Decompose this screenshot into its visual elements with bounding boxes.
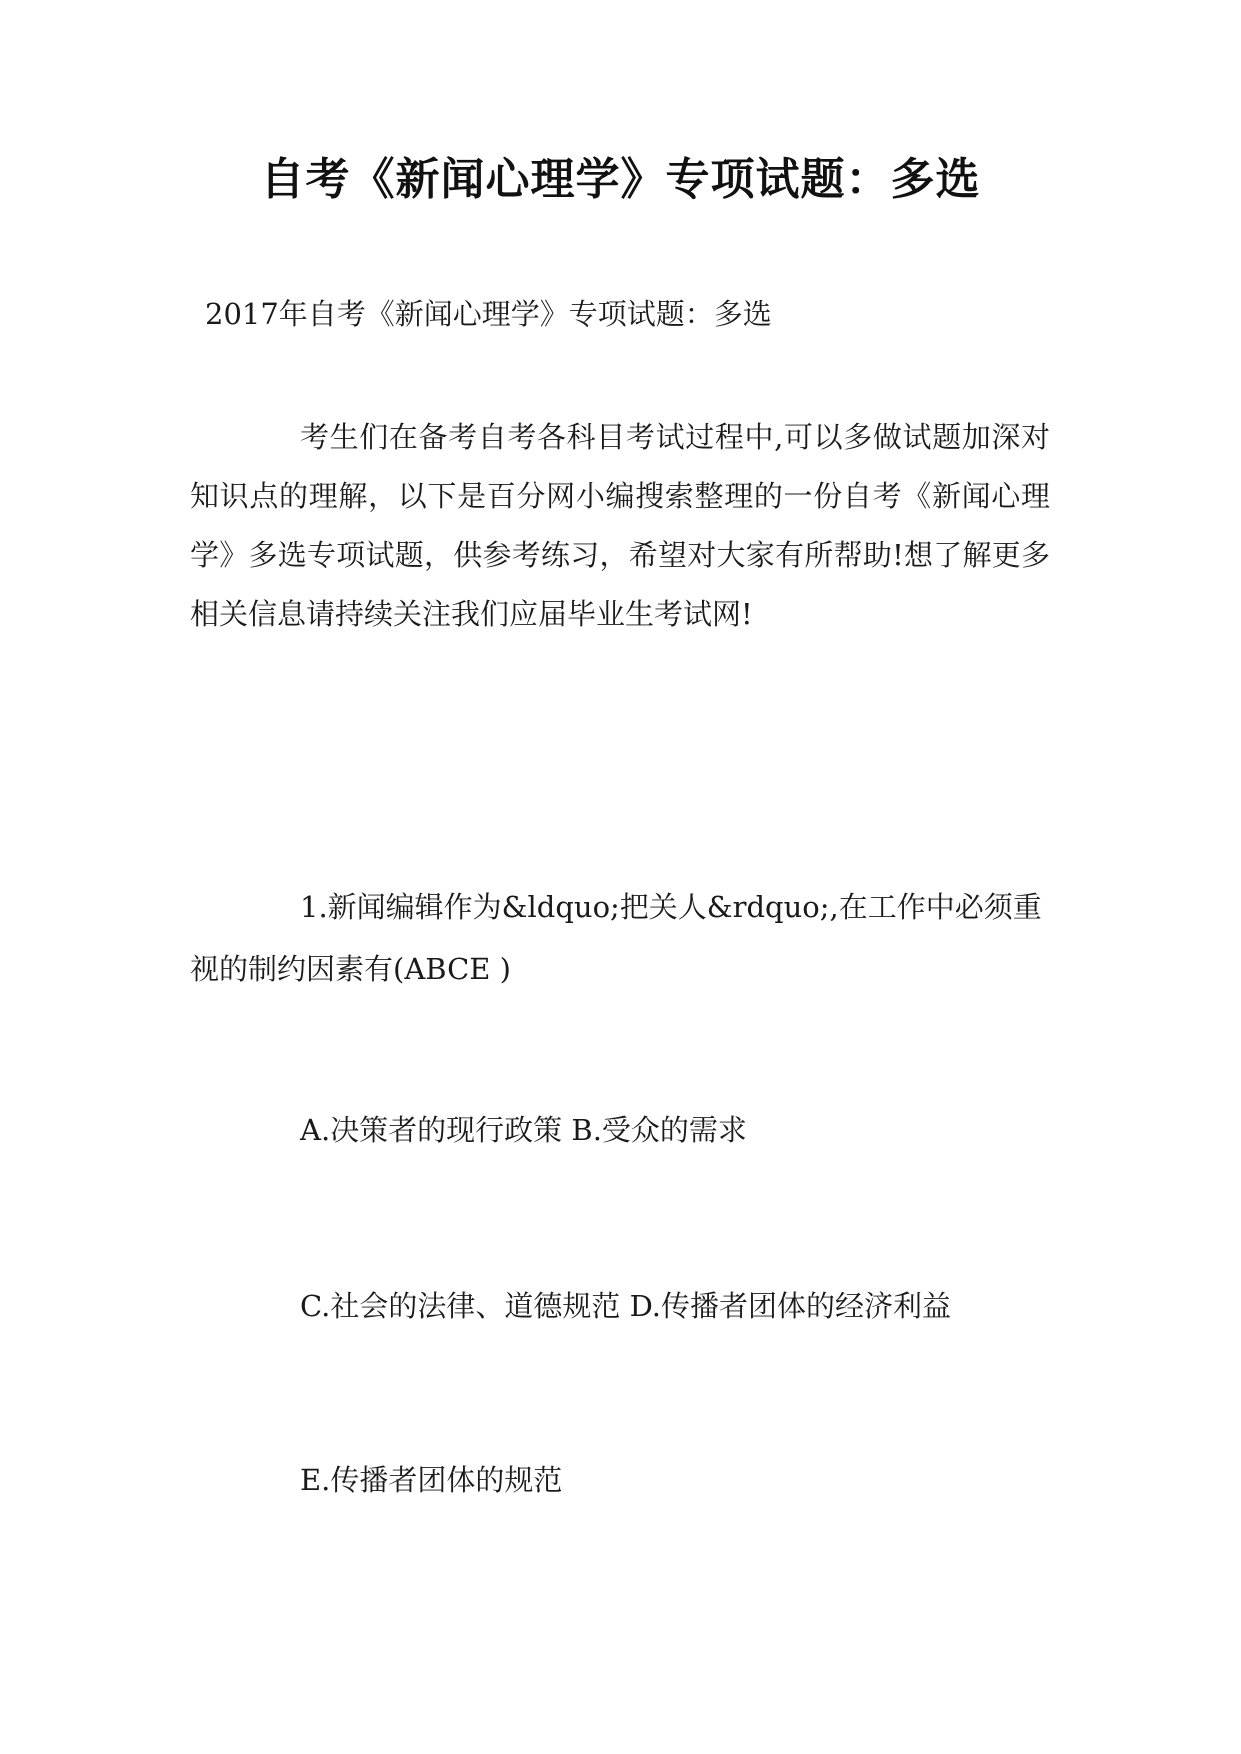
- question-1-text: 1.新闻编辑作为&ldquo;把关人&rdquo;,在工作中必须重视的制约因素有(ABCE ): [190, 890, 1042, 986]
- question-1-options-e: E.传播者团体的规范: [300, 1463, 563, 1497]
- document-title: 自考《新闻心理学》专项试题：多选: [260, 154, 981, 205]
- question-1-options-cd: C.社会的法律、道德规范 D.传播者团体的经济利益: [300, 1289, 952, 1323]
- document-subtitle: 2017年自考《新闻心理学》专项试题：多选: [205, 297, 772, 331]
- question-1-options-ab: A.决策者的现行政策 B.受众的需求: [300, 1113, 747, 1147]
- intro-paragraph: 考生们在备考自考各科目考试过程中,可以多做试题加深对知识点的理解，以下是百分网小编搜索整理的一份自考《新闻心理学》多选专项试题，供参考练习，希望对大家有所帮助!想了解更多相关信息请持续关注我们应届毕业生考试网!: [190, 420, 1050, 631]
